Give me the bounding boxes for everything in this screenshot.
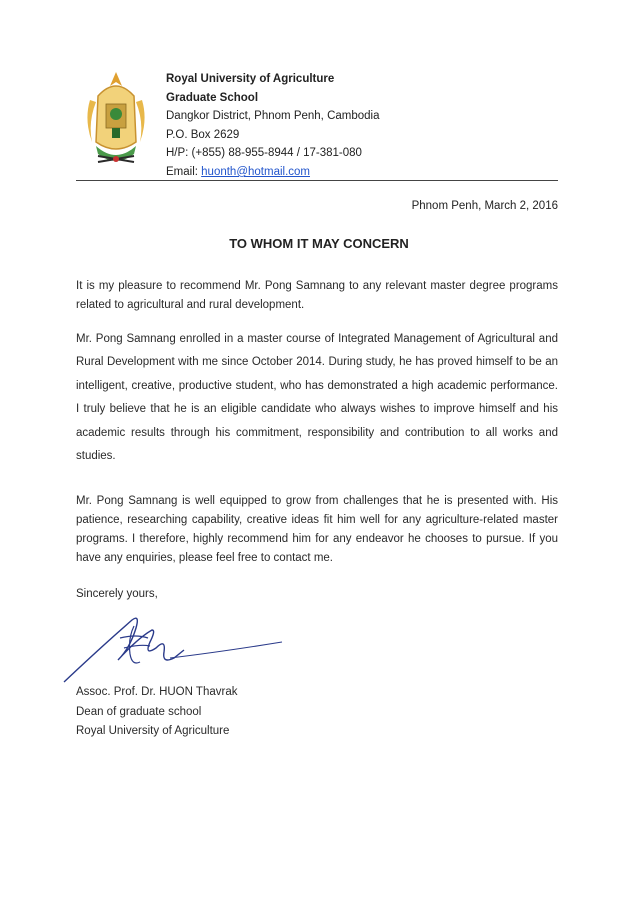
po-box: P.O. Box 2629 — [166, 128, 240, 141]
address: Dangkor District, Phnom Penh, Cambodia — [166, 110, 380, 123]
paragraph-3: Mr. Pong Samnang is well equipped to grow from challenges that he is presented with. His patience, researching capability, creative ideas fit him well for any agriculture-related master programs. I therefore, highly recommend him for any endeavor he chooses to pursue. If you have any enquiries, please feel free to contact me. — [76, 495, 558, 564]
signatory-institution: Royal University of Agriculture — [76, 725, 230, 737]
phone: H/P: (+855) 88-955-8944 / 17-381-080 — [166, 147, 362, 160]
letterhead — [166, 70, 380, 182]
paragraph-2: Mr. Pong Samnang enrolled in a master course of Integrated Management of Agricultural and Rural Development with me since October 2014. During study, he has proved himself to be an intelligent, creative, productive student, who has demonstrated a high academic performance. I truly believe that he is an eligible candidate who always wishes to improve himself and his academic results through his commitment, responsibility and contribution to all works and studies. — [76, 333, 558, 463]
email-label: Email: — [166, 165, 202, 178]
university-name: Royal University of Agriculture — [166, 73, 335, 85]
letter-date: Phnom Penh, March 2, 2016 — [411, 200, 558, 212]
email-line — [166, 163, 380, 182]
header-divider — [76, 180, 558, 181]
school-name: Graduate School — [166, 91, 259, 104]
closing: Sincerely yours, — [76, 588, 158, 600]
email-link[interactable]: huonth@hotmail.com — [201, 165, 310, 178]
handwritten-signature — [60, 608, 285, 688]
paragraph-1: It is my pleasure to recommend Mr. Pong Samnang to any relevant master degree programs related to agricultural and rural development. — [76, 280, 558, 311]
signature-block — [76, 683, 237, 742]
university-emblem-logo — [76, 70, 156, 170]
signatory-name: Assoc. Prof. Dr. HUON Thavrak — [76, 686, 238, 698]
signatory-position: Dean of graduate school — [76, 705, 202, 718]
letter-title: TO WHOM IT MAY CONCERN — [229, 236, 409, 251]
